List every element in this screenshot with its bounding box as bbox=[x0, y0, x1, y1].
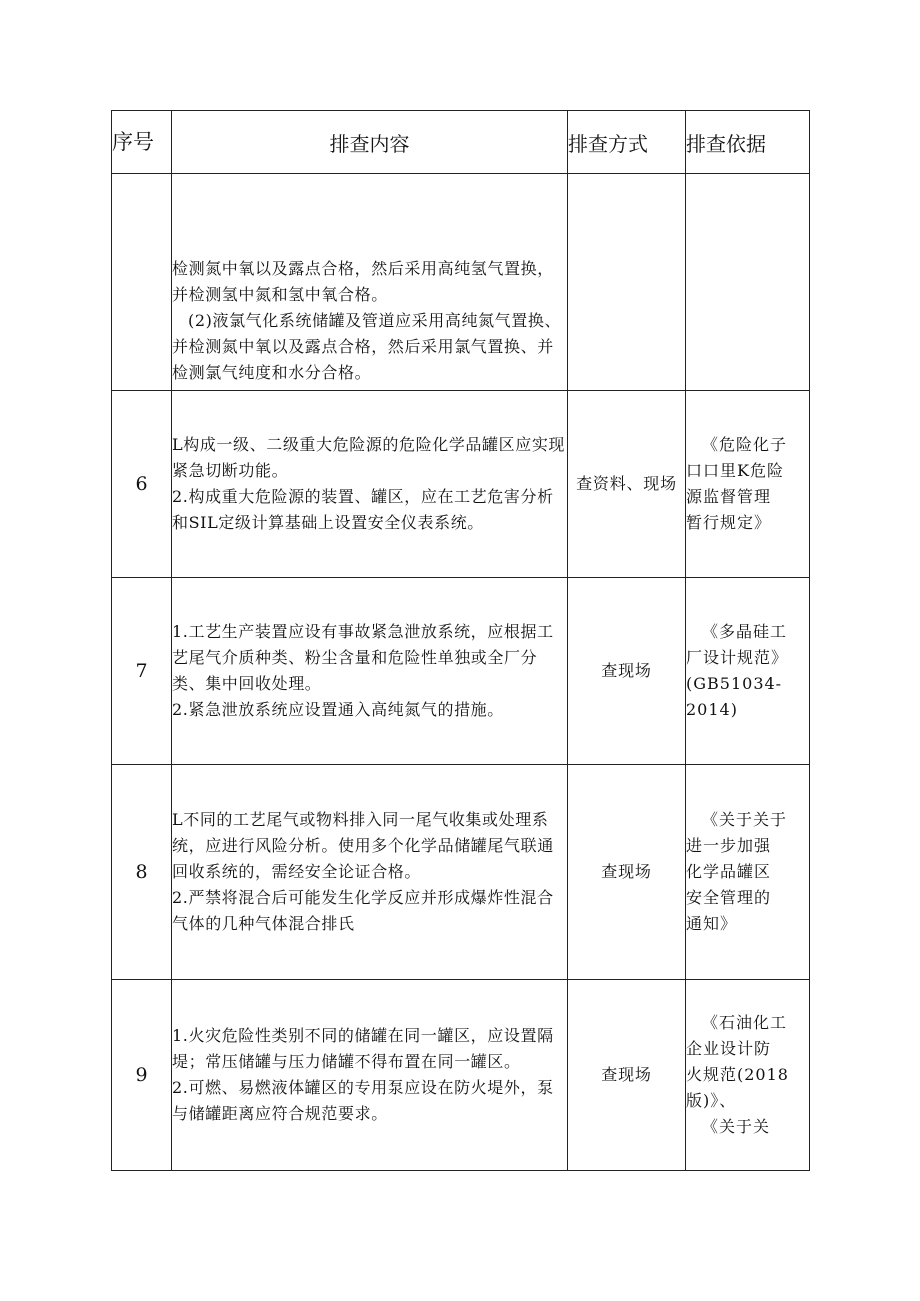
basis-line: 《关于关 bbox=[702, 1117, 771, 1136]
basis-line: 口口里K危险 bbox=[686, 461, 784, 480]
basis-line: (GB51034- bbox=[686, 674, 783, 693]
row-method: 查现场 bbox=[568, 765, 686, 980]
row-content bbox=[172, 391, 568, 578]
row-basis bbox=[686, 391, 810, 578]
row-number: 9 bbox=[112, 980, 172, 1171]
content-paragraph: (2)液氯气化系统储罐及管道应采用高纯氮气置换、并检测氮中氧以及露点合格，然后采用氯气置换、并检测氯气纯度和水分合格。 bbox=[172, 311, 562, 382]
basis-line: 安全管理的 bbox=[686, 888, 772, 907]
header-method: 排查方式 bbox=[568, 111, 686, 174]
basis-line: 厂设计规范》 bbox=[686, 648, 789, 667]
inspection-table bbox=[111, 110, 810, 1171]
content-paragraph: L构成一级、二级重大危险源的危险化学品罐区应实现紧急切断功能。 bbox=[172, 435, 566, 480]
table-row bbox=[112, 578, 810, 765]
row-method: 查现场 bbox=[568, 980, 686, 1171]
row-basis bbox=[686, 765, 810, 980]
row-method: 查现场 bbox=[568, 578, 686, 765]
row-number: 8 bbox=[112, 765, 172, 980]
content-paragraph: 2.紧急泄放系统应设置通入高纯氮气的措施。 bbox=[172, 700, 504, 719]
basis-line: 化学品罐区 bbox=[686, 862, 772, 881]
content-paragraph: 1.火灾危险性类别不同的储罐在同一罐区，应设置隔堤；常压储罐与压力储罐不得布置在同一罐区。 bbox=[172, 1026, 554, 1071]
row-content bbox=[172, 980, 568, 1171]
row-number bbox=[112, 174, 172, 391]
basis-line: 《石油化工 bbox=[702, 1013, 788, 1032]
basis-line: 源监督管理 bbox=[686, 487, 772, 506]
table-row bbox=[112, 765, 810, 980]
row-number: 6 bbox=[112, 391, 172, 578]
row-number: 7 bbox=[112, 578, 172, 765]
header-content: 排查内容 bbox=[172, 111, 568, 174]
basis-line: 进一步加强 bbox=[686, 836, 772, 855]
row-basis bbox=[686, 174, 810, 391]
row-method: 查资料、现场 bbox=[568, 391, 686, 578]
basis-line: 《关于关于 bbox=[702, 810, 788, 829]
table-row bbox=[112, 980, 810, 1171]
header-row bbox=[112, 111, 810, 174]
content-paragraph: 2.严禁将混合后可能发生化学反应并形成爆炸性混合气体的几种气体混合排氏 bbox=[172, 888, 554, 933]
basis-line: 《多晶硅工 bbox=[702, 622, 788, 641]
basis-line: 企业设计防 bbox=[686, 1039, 772, 1058]
content-paragraph: 检测氮中氧以及露点合格，然后采用高纯氢气置换，并检测氢中氮和氢中氧合格。 bbox=[172, 259, 554, 304]
basis-line: 2014) bbox=[686, 700, 738, 719]
row-content bbox=[172, 765, 568, 980]
row-content bbox=[172, 174, 568, 391]
row-basis bbox=[686, 578, 810, 765]
row-content bbox=[172, 578, 568, 765]
header-no: 序号 bbox=[112, 111, 172, 174]
row-method bbox=[568, 174, 686, 391]
basis-line: 暂行规定》 bbox=[686, 513, 772, 532]
content-paragraph: 2.可燃、易燃液体罐区的专用泵应设在防火堤外，泵与储罐距离应符合规范要求。 bbox=[172, 1078, 554, 1123]
table-row bbox=[112, 391, 810, 578]
table-row bbox=[112, 174, 810, 391]
header-basis: 排查依据 bbox=[686, 111, 810, 174]
row-basis bbox=[686, 980, 810, 1171]
content-paragraph: 1.工艺生产装置应设有事故紧急泄放系统，应根据工艺尾气介质种类、粉尘含量和危险性单独或全厂分类、集中回收处理。 bbox=[172, 622, 554, 693]
basis-line: 火规范(2018 bbox=[686, 1065, 789, 1084]
basis-line: 版)》、 bbox=[686, 1091, 737, 1110]
basis-line: 通知》 bbox=[686, 914, 738, 933]
content-paragraph: L不同的工艺尾气或物料排入同一尾气收集或处理系统，应进行风险分析。使用多个化学品储罐尾气联通回收系统的，需经安全论证合格。 bbox=[172, 810, 554, 881]
basis-line: 《危险化子 bbox=[702, 435, 788, 454]
content-paragraph: 2.构成重大危险源的装置、罐区，应在工艺危害分析和SIL定级计算基础上设置安全仪表系统。 bbox=[172, 487, 554, 532]
